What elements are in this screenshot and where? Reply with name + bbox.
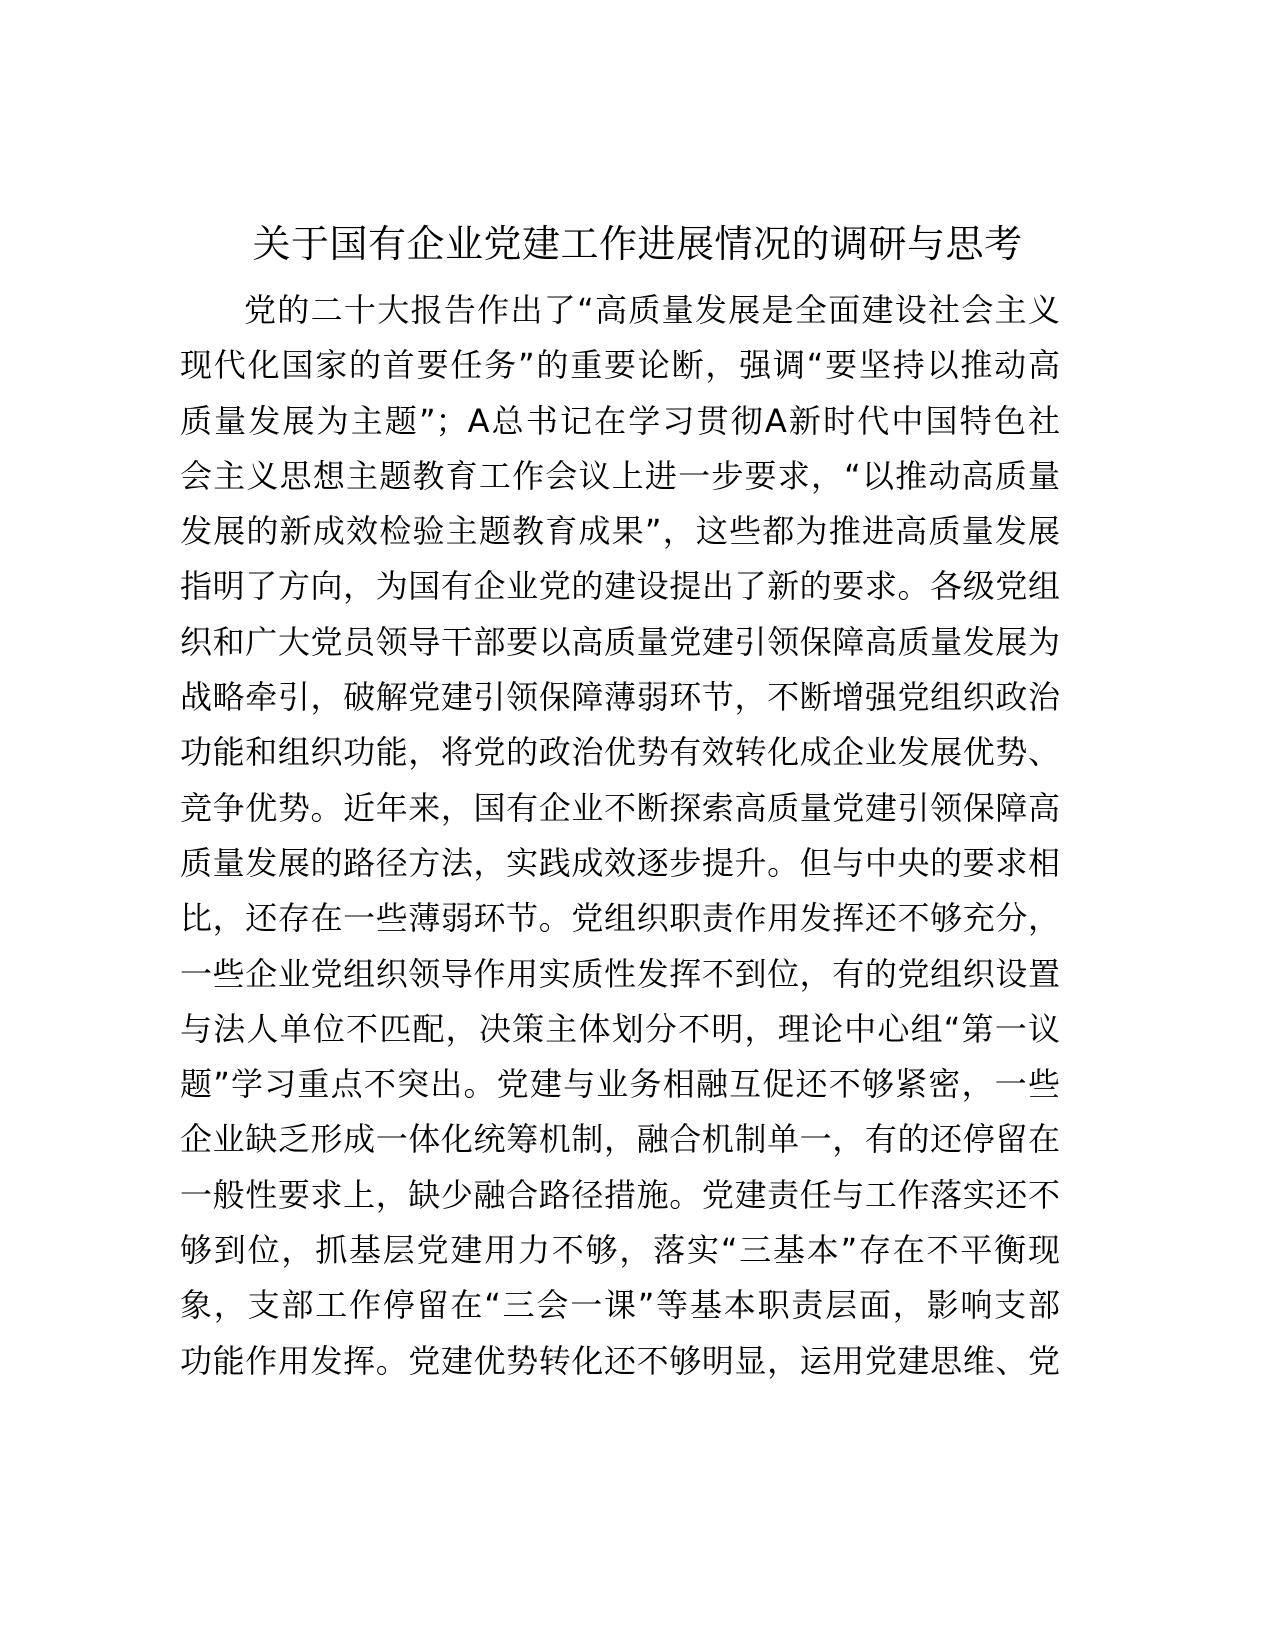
body-line: 战略牵引，破解党建引领保障薄弱环节，不断增强党组织政治 (180, 678, 1060, 717)
body-line: 质量发展为主题”；A总书记在学习贯彻A新时代中国特色社 (180, 401, 1060, 440)
body-line: 与法人单位不匹配，决策主体划分不明，理论中心组“第一议 (180, 1009, 1060, 1048)
body-line: 指明了方向，为国有企业党的建设提出了新的要求。各级党组 (180, 567, 1060, 606)
body-line: 织和广大党员领导干部要以高质量党建引领保障高质量发展为 (180, 622, 1060, 661)
body-line: 一般性要求上，缺少融合路径措施。党建责任与工作落实还不 (180, 1175, 1060, 1214)
body-line: 比，还存在一些薄弱环节。党组织职责作用发挥还不够充分， (180, 899, 1060, 938)
document-title: 关于国有企业党建工作进展情况的调研与思考 (252, 222, 1023, 266)
body-line: 党的二十大报告作出了“高质量发展是全面建设社会主义 (244, 291, 1060, 329)
body-line: 一些企业党组织领导作用实质性发挥不到位，有的党组织设置 (180, 954, 1060, 993)
body-line: 发展的新成效检验主题教育成果”，这些都为推进高质量发展 (180, 512, 1060, 551)
body-line: 现代化国家的首要任务”的重要论断，强调“要坚持以推动高 (180, 346, 1060, 385)
body-line: 功能作用发挥。党建优势转化还不够明显，运用党建思维、党 (180, 1341, 1060, 1380)
document-body (180, 283, 1060, 1389)
body-line: 竞争优势。近年来，国有企业不断探索高质量党建引领保障高 (180, 788, 1060, 827)
body-line: 功能和组织功能，将党的政治优势有效转化成企业发展优势、 (180, 733, 1060, 772)
body-line: 够到位，抓基层党建用力不够，落实“三基本”存在不平衡现 (180, 1231, 1060, 1270)
body-line: 象，支部工作停留在“三会一课”等基本职责层面，影响支部 (180, 1286, 1060, 1325)
body-line: 会主义思想主题教育工作会议上进一步要求，“以推动高质量 (180, 456, 1060, 495)
body-line: 质量发展的路径方法，实践成效逐步提升。但与中央的要求相 (180, 843, 1060, 882)
body-line: 企业缺乏形成一体化统筹机制，融合机制单一，有的还停留在 (180, 1120, 1060, 1159)
body-line: 题”学习重点不突出。党建与业务相融互促还不够紧密，一些 (180, 1065, 1060, 1104)
